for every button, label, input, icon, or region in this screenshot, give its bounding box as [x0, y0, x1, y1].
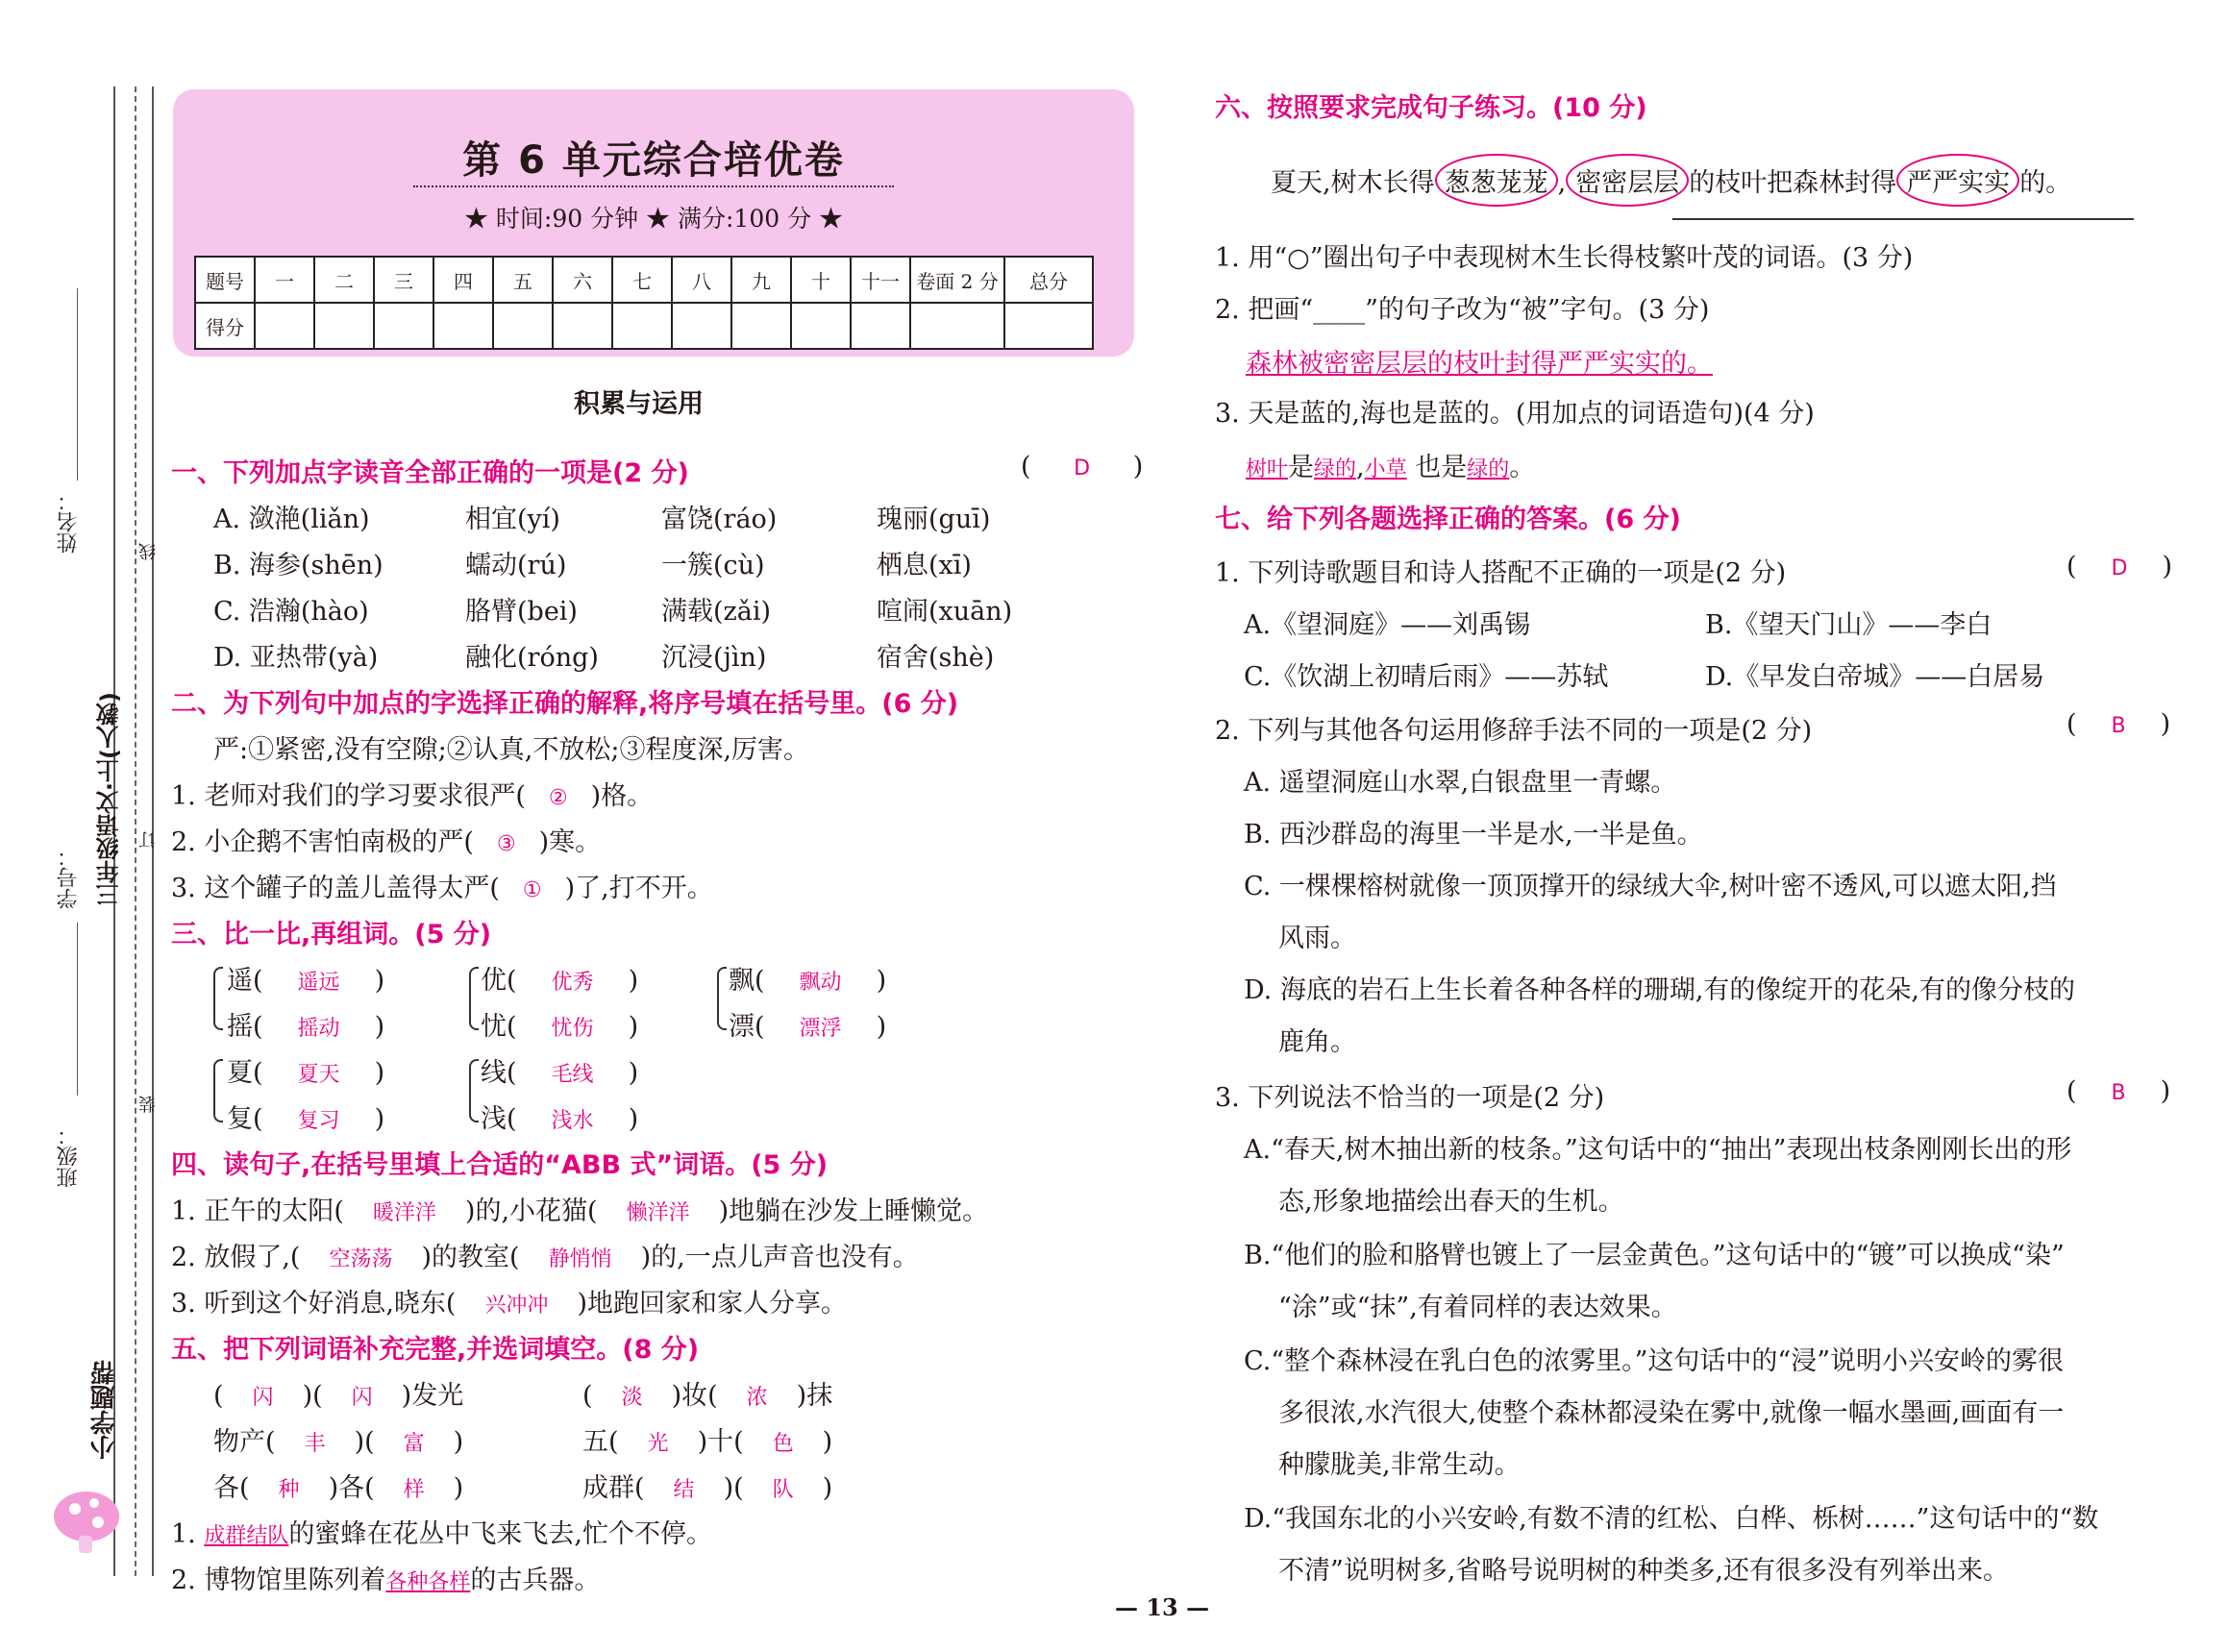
question-text: 2. 放假了,(	[171, 1243, 301, 1272]
paren-close: )	[2160, 1076, 2171, 1106]
option-cell: 蠕动(rú)	[465, 551, 567, 580]
table-header-cell: 卷面 2 分	[910, 257, 1004, 303]
option-line: B.《望天门山》——李白	[1705, 610, 1992, 640]
table-header-cell: 三	[374, 257, 433, 303]
idiom-row	[582, 1374, 832, 1412]
fill-answer: 小草	[1364, 457, 1407, 481]
table-header-cell: 八	[672, 257, 731, 303]
question-line	[171, 1236, 919, 1273]
fill-answer: ②	[548, 786, 568, 810]
option-line: A.“春天,树木抽出新的枝条。”这句话中的“抽出”表现出枝条刚刚长出的形	[1244, 1135, 2072, 1165]
word-pair: 线( 毛线 )	[481, 1058, 639, 1088]
definition-line: 严:①紧密,没有空隙;②认真,不放松;③程度深,厉害。	[213, 735, 810, 765]
paren-open: (	[2066, 709, 2077, 739]
paren-close: )	[2160, 709, 2171, 739]
score-cell[interactable]	[433, 303, 493, 349]
question-text: )了,打不开。	[564, 874, 713, 903]
option-cell: 富饶(ráo)	[661, 505, 778, 534]
idiom-text: 物产(	[213, 1427, 276, 1457]
word-pair: 遥( 遥远 )	[227, 966, 385, 996]
fill-answer: 空荡荡	[329, 1247, 393, 1271]
idiom-text: )(	[723, 1473, 744, 1503]
option-cell: C. 浩瀚(hào)	[213, 597, 369, 627]
table-header-cell: 一	[255, 257, 314, 303]
option-cell: B. 海参(shēn)	[213, 551, 384, 580]
sentence-underline	[1672, 218, 2134, 220]
score-cell[interactable]	[255, 303, 314, 349]
table-header-cell: 四	[433, 257, 493, 303]
question-text: )地躺在沙发上睡懒觉。	[718, 1196, 989, 1226]
option-cell: 相宜(yí)	[465, 505, 560, 534]
score-cell[interactable]	[672, 303, 731, 349]
class-fill-line	[77, 923, 78, 1096]
fill-answer: 各种各样	[385, 1570, 471, 1594]
option-line: C. 一棵棵榕树就像一顶顶撑开的绿绒大伞,树叶密不透风,可以遮太阳,挡	[1244, 872, 2057, 901]
question-line	[171, 1282, 847, 1319]
idiom-text: )(	[354, 1427, 375, 1457]
question-text: 的蜜蜂在花丛中飞来飞去,忙个不停。	[288, 1519, 712, 1549]
fill-answer: 丰	[304, 1432, 326, 1456]
fill-answer: 结	[673, 1478, 695, 1502]
idiom-row	[213, 1374, 463, 1412]
question-text: 3. 这个罐子的盖儿盖得太严(	[171, 874, 500, 903]
word-pair: 夏( 夏天 )	[227, 1058, 385, 1088]
option-cell: 满载(zǎi)	[661, 597, 772, 627]
score-cell[interactable]	[791, 303, 851, 349]
fill-answer: ①	[522, 878, 542, 902]
question-line	[171, 1190, 988, 1227]
fill-answer: 浅水	[551, 1109, 594, 1133]
score-table	[194, 256, 1094, 350]
fill-answer: 懒洋洋	[626, 1201, 690, 1225]
paren-close: )	[1132, 452, 1144, 481]
sentence-text: 夏天,树木长得	[1271, 168, 1435, 198]
option-line: 风雨。	[1278, 924, 1356, 953]
fill-answer: 富	[403, 1432, 425, 1456]
answer-box	[2066, 1076, 2170, 1106]
option-line: D. 海底的岩石上生长着各种各样的珊瑚,有的像绽开的花朵,有的像分枝的	[1244, 975, 2076, 1005]
question-text: )地跑回家和家人分享。	[577, 1289, 848, 1319]
char: 摇	[227, 1012, 253, 1042]
choice-answer: B	[2111, 1081, 2126, 1105]
fill-answer: 兴冲冲	[484, 1294, 549, 1318]
option-line: B. 西沙群岛的海里一半是水,一半是鱼。	[1244, 820, 1703, 850]
fill-answer: 色	[772, 1432, 794, 1456]
option-cell: 栖息(xī)	[877, 551, 972, 580]
answer-text: ,	[1356, 453, 1365, 482]
option-line: 多很浓,水汽很大,使整个森林都浸染在雾中,就像一幅水墨画,画面有一	[1278, 1398, 2065, 1428]
table-header-cell: 二	[314, 257, 374, 303]
option-cell: 喧闹(xuān)	[877, 597, 1013, 627]
section-1-answer-box	[1021, 452, 1143, 481]
char: 线	[481, 1058, 507, 1088]
circled-word: 密密层层	[1566, 154, 1689, 207]
char: 夏	[227, 1058, 253, 1088]
question-text: )的教室(	[421, 1243, 520, 1272]
score-cell[interactable]	[851, 303, 910, 349]
fill-answer: 毛线	[551, 1063, 594, 1087]
choice-answer: B	[2111, 714, 2126, 738]
table-header-cell: 十一	[851, 257, 910, 303]
fill-answer: 种	[278, 1478, 300, 1502]
section-1-heading: 一、下列加点字读音全部正确的一项是(2 分)	[171, 458, 689, 488]
question-text: 1. 正午的太阳(	[171, 1196, 344, 1226]
score-cell[interactable]	[314, 303, 374, 349]
score-table-score-row	[195, 303, 1093, 349]
option-line: C.《饮湖上初晴后雨》——苏轼	[1244, 662, 1609, 692]
line-label-xian: 线	[138, 543, 159, 560]
score-cell[interactable]	[731, 303, 791, 349]
section-1-answer: D	[1074, 456, 1091, 481]
section-6-heading: 六、按照要求完成句子练习。(10 分)	[1215, 93, 1647, 123]
idiom-text: )抹	[796, 1381, 833, 1411]
class-label: 班级：	[57, 1124, 81, 1188]
idiom-text: (	[213, 1381, 224, 1411]
word-pair: 漂( 漂浮 )	[729, 1012, 887, 1042]
table-header-cell: 十	[791, 257, 851, 303]
fill-answer: 飘动	[799, 971, 842, 995]
choice-answer: D	[2111, 556, 2128, 580]
answer-line	[1246, 446, 1535, 483]
circled-word: 葱葱茏茏	[1435, 154, 1558, 207]
idiom-text: 各(	[213, 1473, 250, 1503]
option-cell: 沉浸(jìn)	[661, 643, 767, 673]
score-cell[interactable]	[553, 303, 612, 349]
fill-answer: ③	[496, 832, 516, 856]
score-cell[interactable]	[612, 303, 672, 349]
idiom-text: )	[453, 1473, 464, 1503]
option-line: B.“他们的脸和胳臂也镀上了一层金黄色。”这句话中的“镀”可以换成“染”	[1244, 1241, 2065, 1270]
word-pair: 浅( 浅水 )	[481, 1104, 639, 1134]
exam-subtitle: ★ 时间:90 分钟 ★ 满分:100 分 ★	[463, 205, 844, 233]
table-header-cell: 五	[493, 257, 553, 303]
fill-answer: 摇动	[297, 1017, 340, 1041]
option-line: A.《望洞庭》——刘禹锡	[1244, 610, 1531, 640]
char: 复	[227, 1104, 253, 1134]
char: 漂	[729, 1012, 755, 1042]
option-cell: 瑰丽(guī)	[877, 505, 991, 534]
name-fill-line	[77, 288, 78, 481]
word-pair: 优( 优秀 )	[481, 966, 639, 996]
section-5-heading: 五、把下列词语补充完整,并选词填空。(8 分)	[171, 1335, 700, 1365]
fill-answer: 样	[403, 1478, 425, 1502]
idiom-text: )	[453, 1427, 464, 1457]
question-line	[171, 867, 713, 904]
score-cell[interactable]	[493, 303, 553, 349]
fill-answer: 暖洋洋	[372, 1201, 436, 1225]
score-cell[interactable]	[1004, 303, 1093, 349]
paren-close: )	[2162, 552, 2173, 581]
fill-answer: 光	[647, 1432, 669, 1456]
idiom-text: 成群(	[582, 1473, 645, 1503]
idiom-text: )(	[302, 1381, 323, 1411]
fill-answer: 遥远	[297, 971, 340, 995]
idiom-text: )	[822, 1427, 833, 1457]
table-header-cell: 七	[612, 257, 672, 303]
idiom-row	[213, 1420, 463, 1458]
brace	[213, 1059, 223, 1122]
option-line: 种朦胧美,非常生动。	[1278, 1450, 1521, 1480]
section-2-heading: 二、为下列句中加点的字选择正确的解释,将序号填在括号里。(6 分)	[171, 689, 959, 719]
option-line: D.《早发白帝城》——白居易	[1705, 662, 2045, 692]
option-cell: A. 潋滟(liǎn)	[213, 505, 370, 534]
mushroom-logo-icon	[48, 1480, 135, 1557]
fill-answer: 夏天	[297, 1063, 340, 1087]
question-text: )的,一点儿声音也没有。	[640, 1243, 919, 1272]
char: 优	[481, 966, 507, 996]
question-line: 1. 下列诗歌题目和诗人搭配不正确的一项是(2 分)	[1215, 558, 1787, 588]
option-cell: 融化(róng)	[465, 643, 599, 673]
option-line: 态,形象地描绘出春天的生机。	[1278, 1187, 1624, 1217]
option-cell: 宿舍(shè)	[877, 643, 995, 673]
word-pair: 飘( 飘动 )	[729, 966, 887, 996]
question-line	[171, 775, 653, 812]
brace	[469, 967, 479, 1030]
question-line: 1. 用“○”圈出句子中表现树木生长得枝繁叶茂的词语。(3 分)	[1215, 243, 1914, 273]
idiom-row	[213, 1467, 463, 1504]
fill-answer: 淡	[621, 1386, 643, 1410]
char: 忧	[481, 1012, 507, 1042]
option-line: “涂”或“抹”,有着同样的表达效果。	[1278, 1293, 1677, 1322]
option-line: 不清”说明树多,省略号说明树的种类多,还有很多没有列举出来。	[1278, 1556, 2009, 1586]
fill-answer: 成群结队	[204, 1524, 289, 1548]
section-7-heading: 七、给下列各题选择正确的答案。(6 分)	[1215, 505, 1681, 534]
question-text: 1.	[171, 1519, 205, 1549]
idiom-text: (	[582, 1381, 593, 1411]
word-pair: 摇( 摇动 )	[227, 1012, 385, 1042]
book-label: 三年级语文·上(人教)	[96, 692, 123, 907]
fill-answer: 优秀	[551, 971, 594, 995]
table-header-cell: 总分	[1004, 257, 1093, 303]
idiom-row	[582, 1420, 832, 1458]
question-line	[171, 1513, 712, 1550]
idiom-text: )十(	[697, 1427, 744, 1457]
answer-line: 森林被密密层层的枝叶封得严严实实的。	[1246, 349, 1713, 379]
question-text: 3. 听到这个好消息,晓东(	[171, 1289, 457, 1319]
circled-word: 严严实实	[1896, 154, 2019, 207]
brace	[717, 967, 727, 1030]
question-text: 1. 老师对我们的学习要求很严(	[171, 781, 526, 811]
question-text: )的,小花猫(	[464, 1196, 598, 1226]
question-text: 2. 博物馆里陈列着	[171, 1566, 386, 1595]
part-title: 积累与运用	[574, 389, 704, 419]
brace	[469, 1059, 479, 1122]
question-line: 3. 天是蓝的,海也是蓝的。(用加点的词语造句)(4 分)	[1215, 399, 1815, 429]
table-header-cell: 九	[731, 257, 791, 303]
fill-answer: 绿的	[1314, 457, 1357, 481]
answer-box	[2066, 552, 2172, 581]
question-text: 2. 小企鹅不害怕南极的严(	[171, 827, 474, 857]
name-label: 姓名：	[57, 490, 81, 554]
page-number: — 13 —	[1115, 1593, 1210, 1621]
section-3-heading: 三、比一比,再组词。(5 分)	[171, 920, 492, 949]
option-line: C.“整个森林浸在乳白色的浓雾里。”这句话中的“浸”说明小兴安岭的雾很	[1244, 1346, 2064, 1376]
char: 飘	[729, 966, 755, 996]
word-pair: 忧( 忧伤 )	[481, 1012, 639, 1042]
section-4-heading: 四、读句子,在括号里填上合适的“ABB 式”词语。(5 分)	[171, 1150, 829, 1180]
question-line: 3. 下列说法不恰当的一项是(2 分)	[1215, 1083, 1605, 1113]
score-cell[interactable]	[910, 303, 1004, 349]
fill-answer: 漂浮	[799, 1017, 842, 1041]
fill-answer: 静悄悄	[548, 1247, 612, 1271]
answer-box	[2066, 709, 2170, 739]
sentence-text: 的枝叶把森林封得	[1689, 168, 1897, 198]
answer-text: 也是	[1406, 453, 1468, 482]
question-text: )格。	[590, 781, 654, 811]
idiom-text: )妆(	[671, 1381, 718, 1411]
fill-answer: 忧伤	[551, 1017, 594, 1041]
sentence-text: ,	[1557, 168, 1567, 198]
brace	[213, 967, 223, 1030]
table-header-cell: 题号	[195, 257, 255, 303]
idiom-text: )	[822, 1473, 833, 1503]
student-id-label: 学号：	[57, 846, 81, 909]
question-line: 2. 把画“____”的句子改为“被”字句。(3 分)	[1215, 295, 1710, 325]
brand-label: 小学题帮	[90, 1360, 119, 1460]
answer-text: 。	[1509, 453, 1536, 482]
fill-answer: 闪	[351, 1386, 373, 1410]
binding-margin	[0, 0, 163, 1652]
fill-answer: 队	[772, 1478, 794, 1502]
question-line	[171, 1559, 600, 1596]
model-sentence	[1271, 154, 2071, 207]
idiom-row	[582, 1467, 832, 1504]
sentence-text: 的。	[2019, 168, 2072, 198]
word-pair: 复( 复习 )	[227, 1104, 385, 1134]
option-line: D.“我国东北的小兴安岭,有数不清的红松、白桦、栎树……”这句话中的“数	[1244, 1504, 2099, 1534]
fill-answer: 闪	[252, 1386, 274, 1410]
paren-open: (	[2066, 1076, 2077, 1106]
score-table-header-row	[195, 257, 1093, 303]
question-line: 2. 下列与其他各句运用修辞手法不同的一项是(2 分)	[1215, 716, 1813, 746]
title-rule	[413, 185, 894, 187]
char: 遥	[227, 966, 253, 996]
line-label-ding: 订	[138, 831, 159, 849]
score-row-label: 得分	[195, 303, 255, 349]
page-title: 第 6 单元综合培优卷	[462, 138, 845, 183]
idiom-text: )发光	[401, 1381, 464, 1411]
fill-answer: 绿的	[1467, 457, 1510, 481]
option-cell: 一簇(cù)	[661, 551, 765, 580]
option-cell: 胳臂(bei)	[465, 597, 578, 627]
option-line: 鹿角。	[1278, 1027, 1356, 1057]
idiom-text: )各(	[328, 1473, 375, 1503]
line-label-zhuang: 装	[138, 1096, 159, 1113]
paren-open: (	[1021, 452, 1031, 481]
paren-open: (	[2066, 552, 2077, 581]
answer-text: 是	[1288, 453, 1315, 482]
idiom-text: 五(	[582, 1427, 619, 1457]
question-line	[171, 821, 601, 858]
option-cell: D. 亚热带(yà)	[213, 643, 379, 673]
header-card	[173, 89, 1134, 357]
table-header-cell: 六	[553, 257, 612, 303]
fill-answer: 浓	[746, 1386, 768, 1410]
question-text: 的古兵器。	[470, 1566, 601, 1595]
option-line: A. 遥望洞庭山水翠,白银盘里一青螺。	[1244, 768, 1677, 798]
fill-answer: 复习	[297, 1109, 340, 1133]
char: 浅	[481, 1104, 507, 1134]
fill-answer: 树叶	[1246, 457, 1289, 481]
score-cell[interactable]	[374, 303, 433, 349]
question-text: )寒。	[538, 827, 602, 857]
